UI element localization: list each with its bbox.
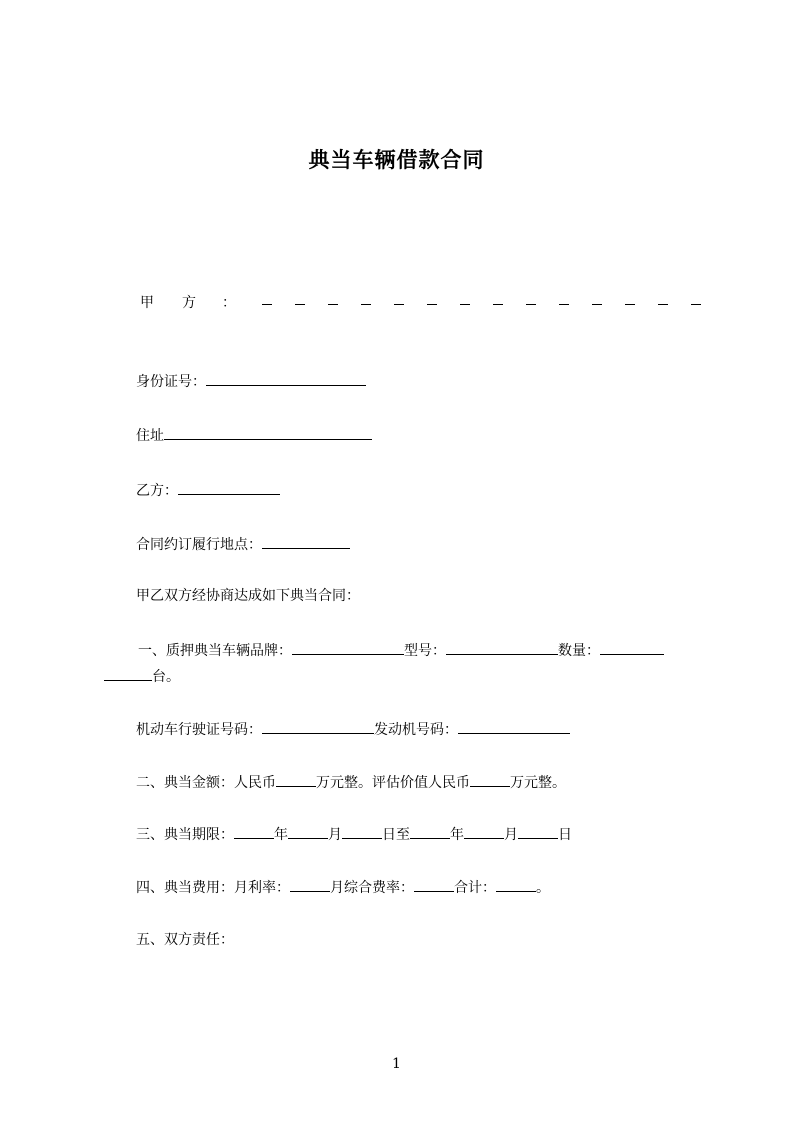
license-blank[interactable] xyxy=(262,718,374,734)
amount-blank[interactable] xyxy=(276,771,316,787)
id-number-blank[interactable] xyxy=(206,370,366,386)
month-label: 月 xyxy=(504,827,518,843)
party-b-line xyxy=(136,479,280,501)
address-label: 住址 xyxy=(136,428,164,444)
quantity-blank[interactable] xyxy=(600,639,664,655)
address-blank[interactable] xyxy=(164,424,372,440)
clause-4-end: 。 xyxy=(536,880,550,896)
intro-line: 甲乙双方经协商达成如下典当合同： xyxy=(136,588,360,604)
total-label: 合计： xyxy=(454,880,496,896)
party-b-blank[interactable] xyxy=(178,479,280,495)
clause-4-mid: 月综合费率： xyxy=(330,880,414,896)
party-a-char-2: 方 xyxy=(182,295,196,311)
license-label: 机动车行驶证号码： xyxy=(136,722,262,738)
clause-2-prefix: 二、典当金额：人民币 xyxy=(136,775,276,791)
composite-rate-blank[interactable] xyxy=(414,876,454,892)
page-number: 1 xyxy=(392,1056,401,1072)
party-a-colon: ： xyxy=(222,295,236,311)
start-day-blank[interactable] xyxy=(342,823,382,839)
year-label: 年 xyxy=(274,827,288,843)
engine-blank[interactable] xyxy=(458,718,570,734)
dash-blank xyxy=(394,304,404,305)
model-label: 型号： xyxy=(404,643,446,659)
dash-blank xyxy=(691,304,701,305)
clause-5-line: 五、双方责任： xyxy=(136,932,234,948)
day-label: 日 xyxy=(558,827,572,843)
clause-4-line xyxy=(136,876,550,898)
id-number-label: 身份证号： xyxy=(136,374,206,390)
total-blank[interactable] xyxy=(496,876,536,892)
month-label: 月 xyxy=(328,827,342,843)
place-blank[interactable] xyxy=(262,533,350,549)
quantity-blank-continued[interactable] xyxy=(104,665,152,681)
dash-blank xyxy=(328,304,338,305)
address-line xyxy=(136,424,372,446)
party-a-char-1: 甲 xyxy=(140,295,154,311)
unit-label: 台。 xyxy=(152,669,180,685)
quantity-label: 数量： xyxy=(558,643,600,659)
place-line xyxy=(136,533,350,555)
clause-1-continuation xyxy=(104,665,180,687)
end-day-blank[interactable] xyxy=(518,823,558,839)
clause-2-end: 万元整。 xyxy=(510,775,566,791)
clause-3-line xyxy=(136,823,572,845)
place-label: 合同约订履行地点： xyxy=(136,537,262,553)
start-year-blank[interactable] xyxy=(234,823,274,839)
id-number-line xyxy=(136,370,366,392)
dash-blank xyxy=(427,304,437,305)
year-label: 年 xyxy=(450,827,464,843)
dash-blank xyxy=(559,304,569,305)
party-a-row xyxy=(136,292,702,314)
party-b-label: 乙方： xyxy=(136,483,178,499)
engine-label: 发动机号码： xyxy=(374,722,458,738)
clause-2-line xyxy=(136,771,566,793)
valuation-blank[interactable] xyxy=(470,771,510,787)
dash-blank xyxy=(460,304,470,305)
dash-blank xyxy=(361,304,371,305)
dash-blank xyxy=(625,304,635,305)
brand-blank[interactable] xyxy=(292,639,404,655)
clause-2-mid: 万元整。评估价值人民币 xyxy=(316,775,470,791)
start-month-blank[interactable] xyxy=(288,823,328,839)
clause-1-line xyxy=(138,639,664,661)
document-title: 典当车辆借款合同 xyxy=(308,148,485,172)
monthly-rate-blank[interactable] xyxy=(290,876,330,892)
license-line xyxy=(136,718,570,740)
clause-4-prefix: 四、典当费用：月利率： xyxy=(136,880,290,896)
dash-blank xyxy=(526,304,536,305)
end-month-blank[interactable] xyxy=(464,823,504,839)
model-blank[interactable] xyxy=(446,639,558,655)
end-year-blank[interactable] xyxy=(410,823,450,839)
day-to-label: 日至 xyxy=(382,827,410,843)
dash-blank xyxy=(295,304,305,305)
dash-blank xyxy=(658,304,668,305)
dash-blank xyxy=(592,304,602,305)
dash-blank xyxy=(262,304,272,305)
dash-blank xyxy=(493,304,503,305)
clause-3-prefix: 三、典当期限： xyxy=(136,827,234,843)
clause-1-prefix: 一、质押典当车辆品牌： xyxy=(138,643,292,659)
